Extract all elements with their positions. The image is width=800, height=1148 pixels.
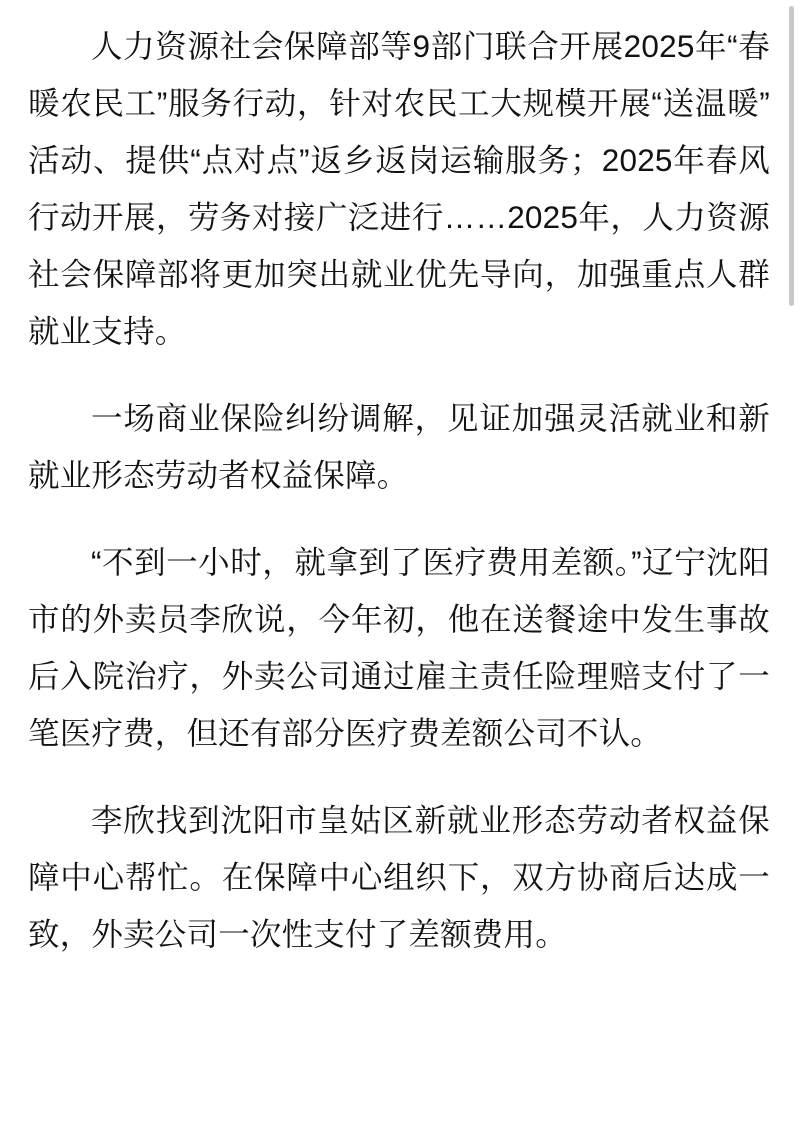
paragraph: 人力资源社会保障部等9部门联合开展2025年“春暖农民工”服务行动，针对农民工大规模开展“送温暖”活动、提供“点对点”返乡返岗运输服务；2025年春风行动开展，劳务对接广泛进行……2025年，人力资源社会保障部将更加突出就业优先导向，加强重点人群就业支持。 <box>28 28 770 349</box>
paragraph: 一场商业保险纠纷调解，见证加强灵活就业和新就业形态劳动者权益保障。 <box>28 400 770 493</box>
scrollbar-thumb[interactable] <box>789 6 794 306</box>
scrollbar-track[interactable] <box>792 0 797 1148</box>
paragraph: 李欣找到沈阳市皇姑区新就业形态劳动者权益保障中心帮忙。在保障中心组织下，双方协商后达成一致，外卖公司一次性支付了差额费用。 <box>28 802 770 952</box>
article-body <box>28 18 770 963</box>
paragraph: “不到一小时，就拿到了医疗费用差额。”辽宁沈阳市的外卖员李欣说，今年初，他在送餐途中发生事故后入院治疗，外卖公司通过雇主责任险理赔支付了一笔医疗费，但还有部分医疗费差额公司不认。 <box>28 544 770 751</box>
